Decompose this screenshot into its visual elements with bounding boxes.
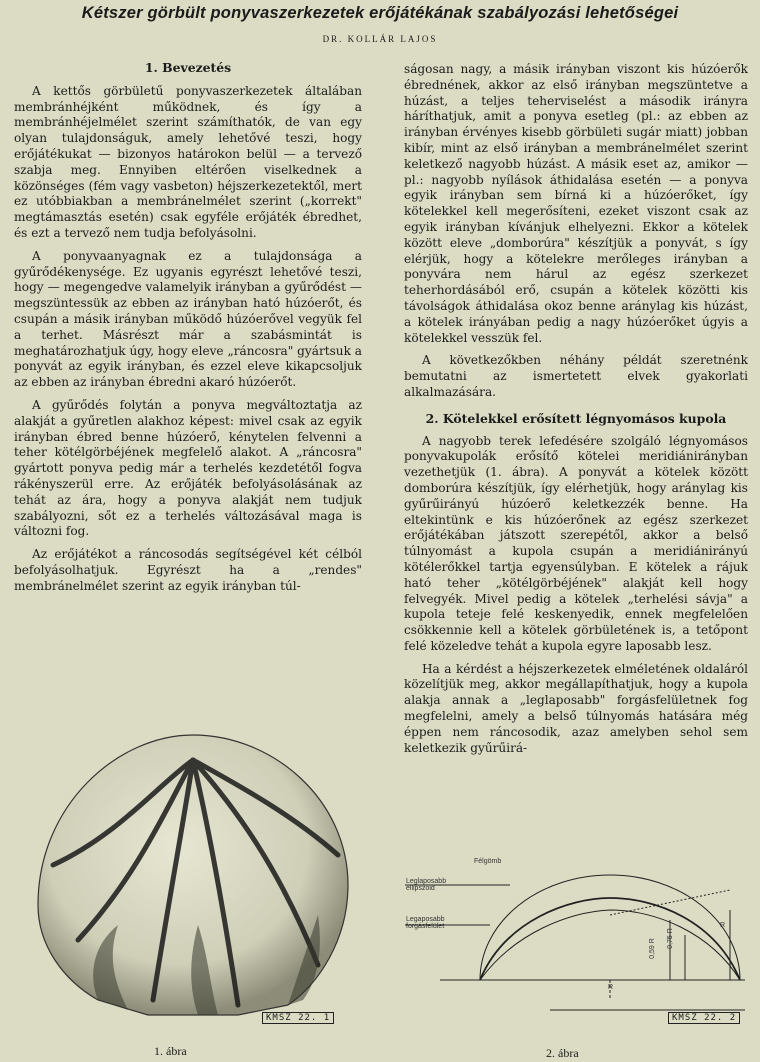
figure-1-dome-photo xyxy=(18,715,368,1035)
left-column xyxy=(14,60,362,690)
figure-1-code: KMSZ 22. 1 xyxy=(262,1012,334,1024)
section-heading-2: 2. Kötelekkel erősített légnyomásos kupola xyxy=(425,410,727,426)
label-radius-horizontal: R xyxy=(608,984,614,991)
paragraph: Ha a kérdést a héjszerkezetek elméletének oldaláról közelítjük meg, akkor megállapíthatjuk, hogy a kupola alakja annak a „leglaposabb" forgásfelületnek fog megfelelni, amely a belső túlnyomás hatására még éppen nem ráncosodik, azaz amelyben sehol sem keletkezik gyűrűirá- xyxy=(404,661,748,755)
paragraph: A gyűrődés folytán a ponyva megváltoztatja az alakját a gyűretlen alakhoz képest: mivel csak az egyik irányban ébred benne húzóerő, kénytelen felvenni a teher kötélgörbéjének megfelelő alakot. A „ráncosra" gyártott ponyva pedig már a terhelés kezdetétől fogva rákényszerül erre. Az erőjáték befolyásolásának az tehát az ára, hogy a ponyva alakját nem tudjuk szabályozni, sőt ez a terhelés változásával maga is változni fog. xyxy=(14,397,362,539)
right-column xyxy=(404,62,748,847)
section-heading-1: 1. Bevezetés xyxy=(144,60,232,75)
paragraph: A nagyobb terek lefedésére szolgáló légnyomásos ponyvakupolák erősítő kötelei meridiánirányban vezethetjük (1. ábra). A ponyvát a kötelek között domborúra készítjük, így elérhetjük, hogy aránylag kis gyűrűirányú húzóerő keletkezzék benne. Ha eltekintünk e kis húzóerőnek az egész szerkezet erőjátékában játszott szerepétől, akkor a belső túlnyomást a kupola csupán a meridiánirányú kötélerőkkel tartja egyensúlyban. E kötelek a rájuk ható teher „kötélgörbéjének" alakját kell hogy felvegyék. Mivel pedig a kötelek „terhelési sávja" a kupola teteje felé keskenyedik, ennek megfelelően csökkennie kell a kötelek görbületének is, a tetőpont felé közeledve tehát a kupola egyre laposabb lesz. xyxy=(404,433,748,653)
paragraph: A következőkben néhány példát szeretnénk bemutatni az ismertetett elvek gyakorlati alkalmazására. xyxy=(404,353,748,399)
paragraph: Az erőjátékot a ráncosodás segítségével két célból befolyásolhatjuk. Egyrészt ha a „rendes" membránelmélet szerint az egyik irányban túl- xyxy=(14,547,362,593)
label-forgasfelulet: Legaposabb forgásfelület xyxy=(406,916,445,930)
paragraph: A ponyvaanyagnak ez a tulajdonsága a gyűrődékenysége. Ez ugyanis egyrészt lehetővé teszi, hogy — megengedve valamelyik irányban a gyűrődést — megszüntessük az ebben az irányban ható húzóerőt, és csupán a másik irányban működő húzóerővel vegyük fel a terhet. Másrészt már a szabásmintát is meghatározhatjuk úgy, hogy eleve „ráncosra" gyártsuk a ponyvát az egyik irányban, és ezzel eleve kikapcsoljuk az ebben az irányban ébredni akaró húzóerőt. xyxy=(14,248,362,390)
paragraph: A kettős görbületű ponyvaszerkezetek általában membránhéjként működnek, és így a membránhéjelmélet szerint számíthatók, de van egy olyan tulajdonságuk, amely lehetővé teszi, hogy erőjátékukat — bizonyos határokon belül — a tervező szabja meg. Ennyiben eltérően viselkednek a közönséges (fém vagy vasbeton) héjszerkezetektől, mert ez utóbbiakban a membránelmélet szerint („korrekt" megtámasztás esetén) csak egyféle erőjáték ébredhet, és ezt a tervező nem tudja befolyásolni. xyxy=(14,83,362,240)
label-felgomb: Félgömb xyxy=(474,858,502,865)
label-dim-075R: 0,75 R xyxy=(666,928,674,949)
label-ellipszoid: Leglaposabb ellipszoid xyxy=(406,878,447,892)
figure-2-code: KMSZ 22. 2 xyxy=(668,1012,740,1024)
figure-2-diagram xyxy=(400,850,750,1030)
article-title: Kétszer görbült ponyvaszerkezetek erőjátékának szabályozási lehetőségei xyxy=(81,4,679,22)
figure-1-caption: 1. ábra xyxy=(154,1044,187,1058)
figure-2-caption: 2. ábra xyxy=(546,1046,579,1060)
paragraph: ságosan nagy, a másik irányban viszont kis húzóerők ébrednének, akkor az első irányban megszüntetve a húzást, a teljes teherviselést a második irányra háríthatjuk, amit a ponyva esetleg (pl.: az ebben az irányban érvényes kisebb görbületi sugár miatt) jobban kibír, mint az első irányban a membránelmélet szerint keletkező nagyobb húzást. A másik eset az, amikor — pl.: nagyobb nyílások áthidalása esetén — a ponyva egyik irányban sem bírná ki a húzóerőket, így kötelekkel kell megerősíteni, ezeket viszont csak az egyik irányban kívánjuk elhelyezni. Ekkor a kötelek között eleve „domborúra" készítjük a ponyvát, s így elérjük, hogy a kötelekre merőleges irányban a ponyvára nem hárul az egész szerkezet teherhordásából erő, csupán a kötelek közötti kis távolságok áthidalása okoz benne aránylag kis húzást, a kötelek irányában pedig a nagy húzóerőket úgyis a kötelekkel vesszük fel. xyxy=(404,62,748,345)
author-name: DR. KOLLÁR LAJOS xyxy=(322,34,438,44)
label-radius: R xyxy=(720,922,726,929)
label-dim-059R: 0,59 R xyxy=(648,938,656,959)
